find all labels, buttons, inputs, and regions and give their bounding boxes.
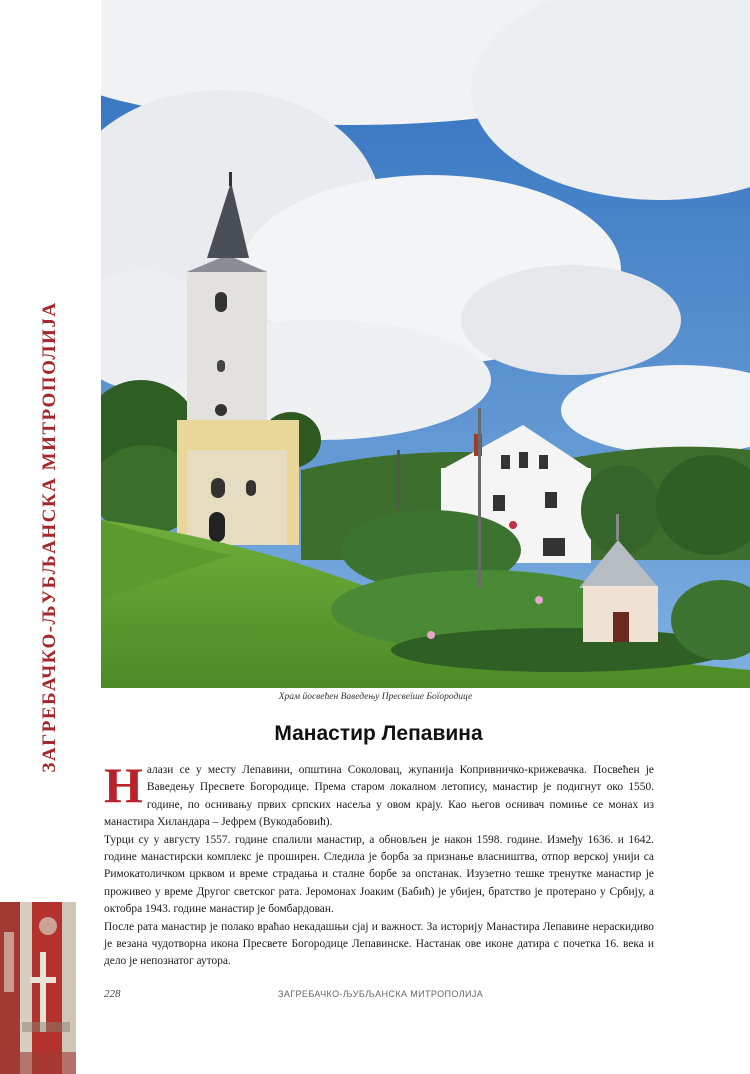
drop-cap: Н	[104, 757, 143, 813]
fresco-image	[0, 902, 76, 1074]
vertical-section-title: ЗАГРЕБАЧКО-ЉУБЉАНСКА МИТРОПОЛИЈА	[39, 301, 60, 773]
paragraph-2: Турци су у августу 1557. године спалили манастир, а обновљен је након 1598. године. Између 1636. и 1642. године манастирски комплекс је проширен. Следила је борба за признање власништва, отпор верској унији са Римокатоличком црквом и време страдања и сталне борбе за опстанак. Изузетно тешке тренутке манастир је проживео у време Другог светског рата. Јеромонах Јоаким (Бабић) је убијен, братство је протерано у Србију, а октобра 1943. године манастир је бомбардован.	[104, 833, 654, 916]
running-footer: ЗАГРЕБАЧКО-ЉУБЉАНСКА МИТРОПОЛИЈА	[278, 989, 484, 999]
page-number: 228	[104, 988, 121, 1000]
paragraph-1-text: алази се у месту Лепавини, општина Соколовац, жупанија Копривничко-крижевачка. Посвећен је Ваведењу Пресвете Богородице. Према старом локалном летопису, манастир је подигнут око 1550. године, по оснивању првих српских насеља у овом крају. Као његов оснивач помиње се монах из манастира Хиландара – Јефрем (Вукодабовић).	[104, 764, 654, 829]
monastery-photo	[101, 0, 750, 688]
photo-caption: Храм йосвећен Ваведењу Пресвеїше Боїородице	[278, 692, 473, 702]
fresco-decoration	[0, 902, 76, 1074]
article-body	[104, 757, 654, 971]
paragraph-3: После рата манастир је полако враћао некадашњи сјај и важност. За историју Манастира Лепавине нераскидиво је везана чудотворна икона Пресвете Богородице Лепавинске. Настанак ове иконе датира с почетка 16. века и дело је непознатог аутора.	[104, 920, 654, 968]
monastery-illustration	[101, 0, 750, 688]
article-title: Манастир Лепавина	[274, 722, 483, 745]
paragraph-1	[104, 757, 654, 832]
